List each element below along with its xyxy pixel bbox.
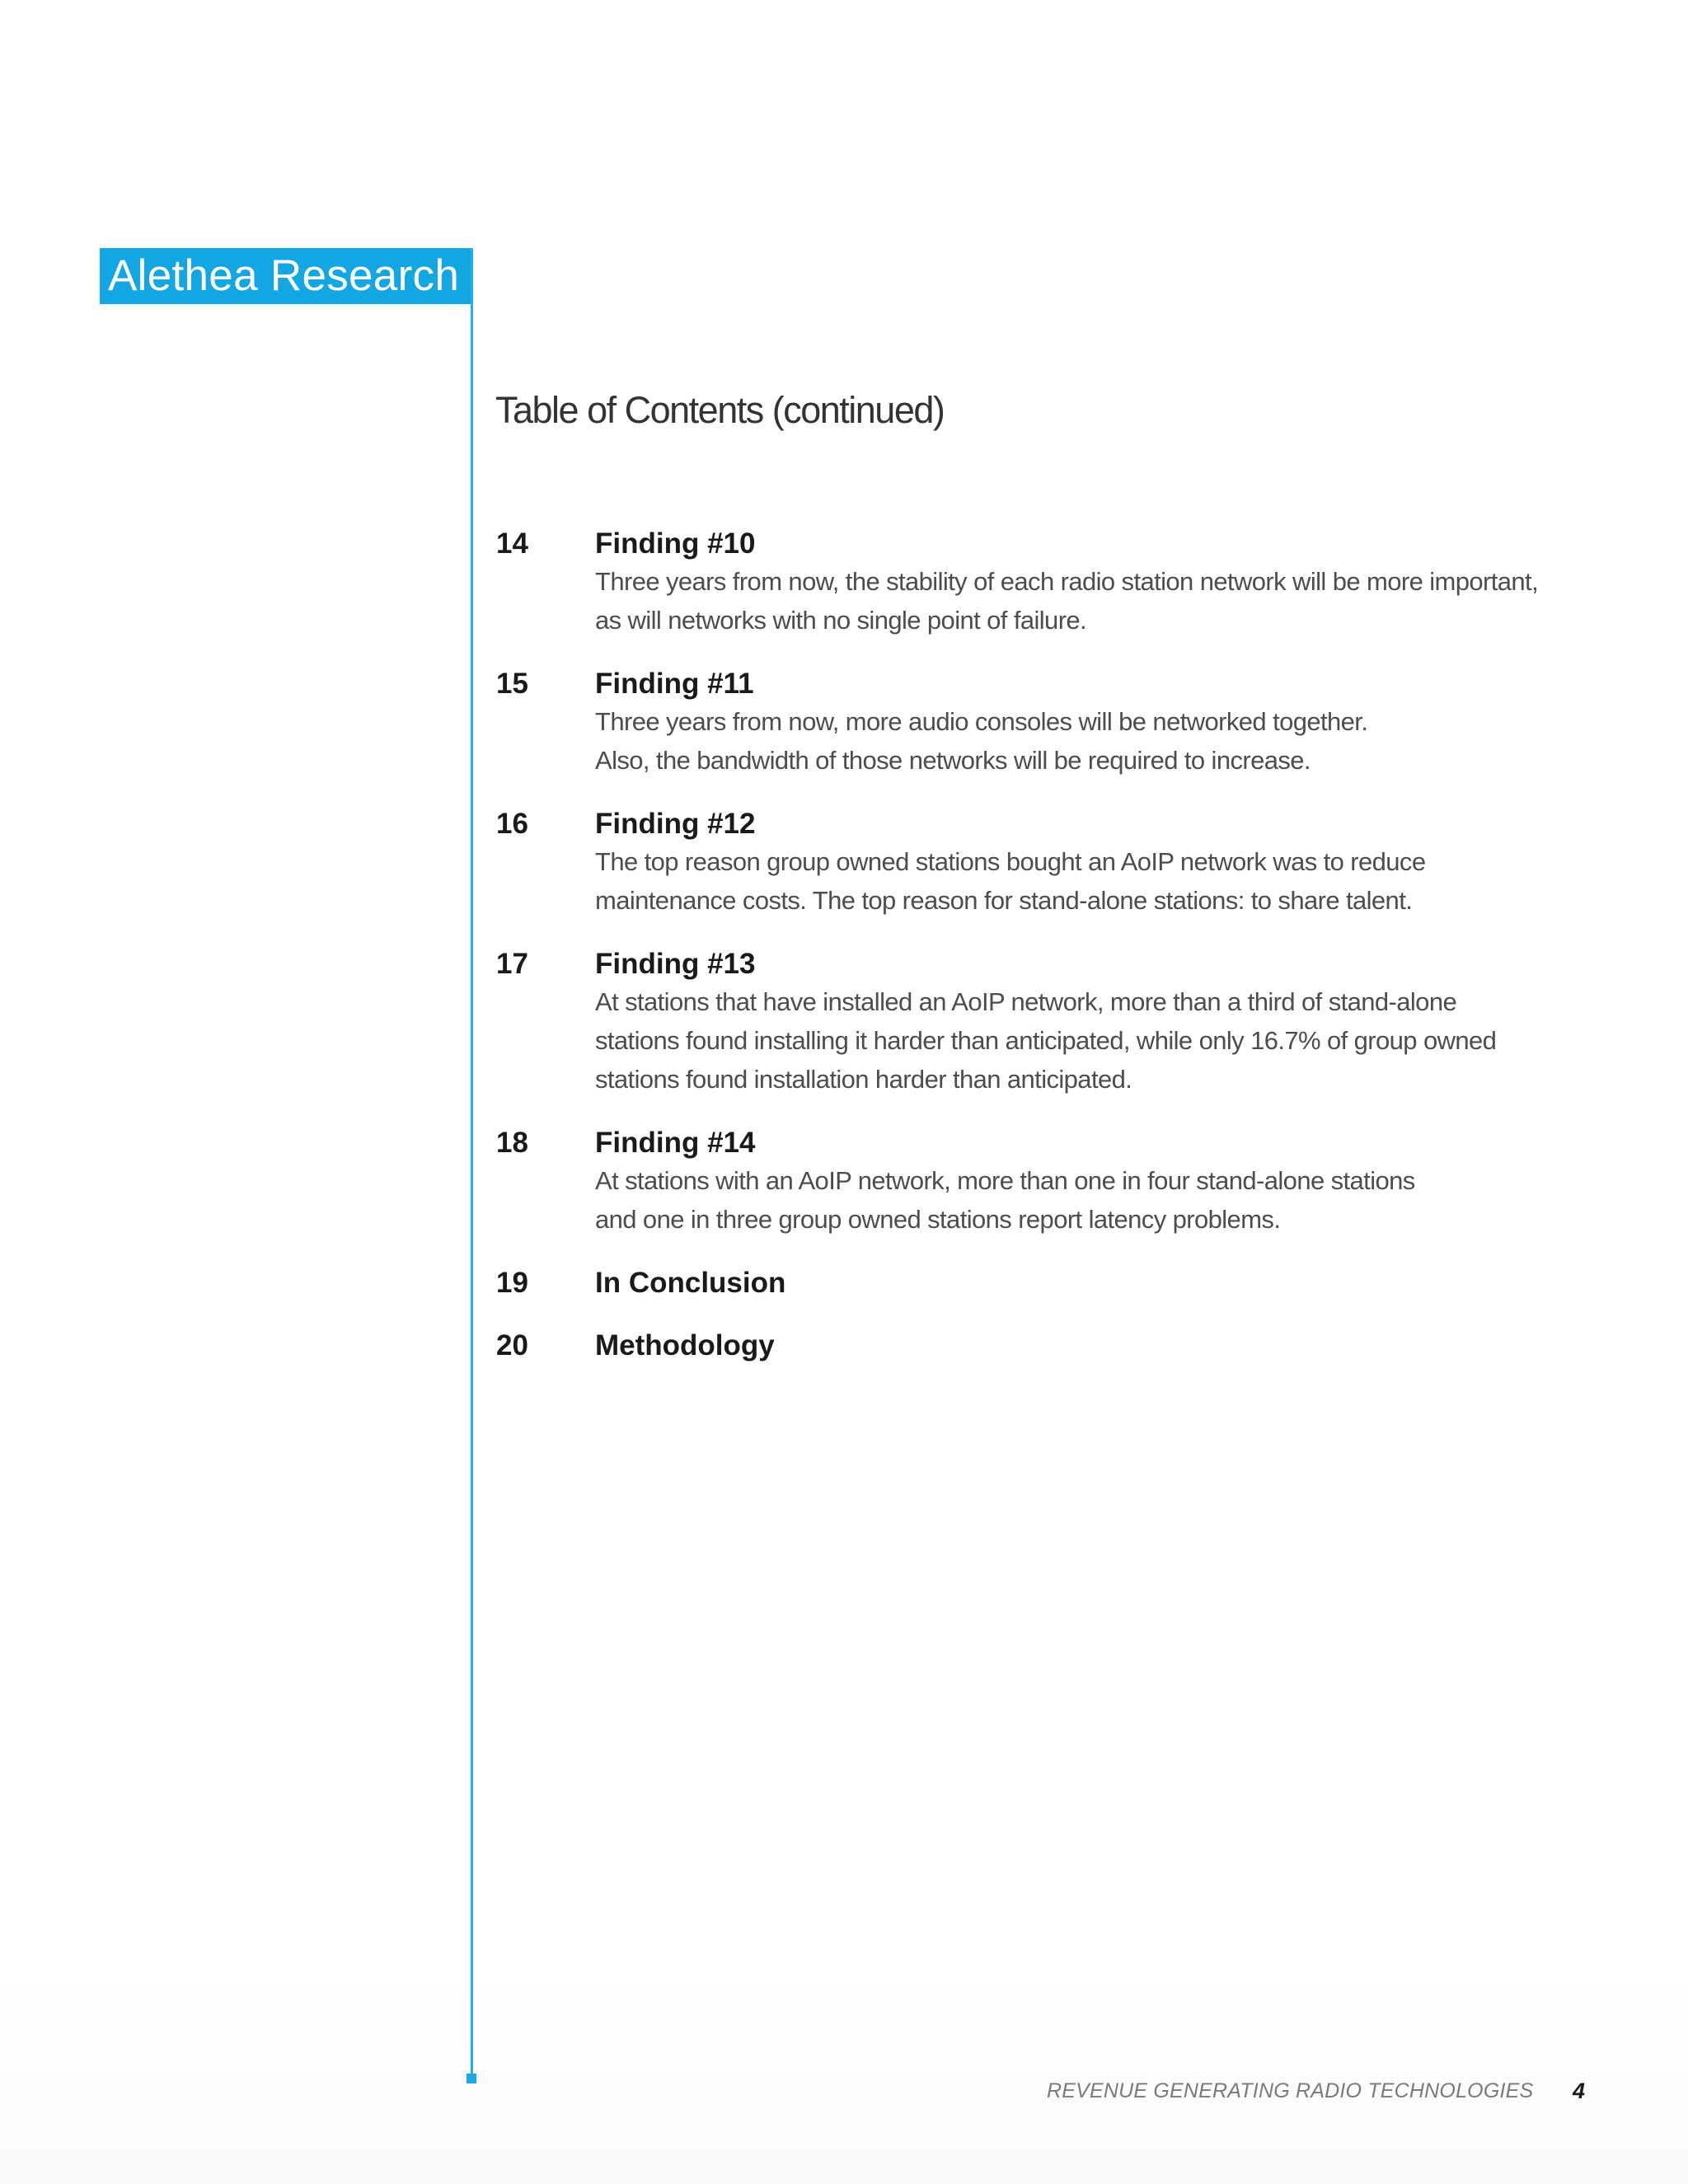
toc-heading: Finding #13 <box>595 948 756 980</box>
brand-banner <box>100 248 472 304</box>
toc-heading: Methodology <box>595 1329 775 1361</box>
toc-entry[interactable] <box>496 1265 1634 1301</box>
toc-entry[interactable] <box>496 806 1634 920</box>
toc-entry[interactable] <box>496 1125 1634 1239</box>
toc-title: Table of Contents (continued) <box>495 389 945 431</box>
toc-description <box>595 702 1634 780</box>
toc-entry[interactable] <box>496 946 1634 1099</box>
toc-description-line: as will networks with no single point of failure. <box>595 606 1087 635</box>
toc-description-line: stations found installation harder than anticipated. <box>595 1065 1132 1094</box>
toc-heading: Finding #14 <box>595 1127 756 1159</box>
footer-title: REVENUE GENERATING RADIO TECHNOLOGIES <box>1047 2079 1534 2102</box>
toc-description-line: maintenance costs. The top reason for stand-alone stations: to share talent. <box>595 886 1413 915</box>
toc-description-line: The top reason group owned stations bought an AoIP network was to reduce <box>595 847 1426 876</box>
toc-page-number: 18 <box>496 1127 528 1159</box>
toc-description <box>595 562 1634 640</box>
toc-heading: Finding #10 <box>595 527 756 560</box>
toc-description-line: At stations with an AoIP network, more than one in four stand-alone stations <box>595 1166 1415 1195</box>
toc-description-line: At stations that have installed an AoIP network, more than a third of stand-alone <box>595 987 1457 1016</box>
toc-description <box>595 842 1634 920</box>
toc-description-line: Three years from now, the stability of each radio station network will be more important, <box>595 567 1539 596</box>
toc-heading: Finding #12 <box>595 808 756 840</box>
toc-description-line: and one in three group owned stations report latency problems. <box>595 1205 1281 1234</box>
toc-entry[interactable] <box>496 666 1634 780</box>
toc-page-number: 19 <box>496 1267 528 1299</box>
toc-page-number: 20 <box>496 1329 528 1361</box>
toc-description <box>595 982 1634 1099</box>
toc-description-line: stations found installing it harder than anticipated, while only 16.7% of group owned <box>595 1026 1497 1055</box>
toc-list <box>496 526 1634 1390</box>
toc-heading: In Conclusion <box>595 1267 786 1299</box>
toc-entry[interactable] <box>496 1328 1634 1364</box>
toc-page-number: 16 <box>496 808 528 840</box>
toc-page-number: 15 <box>496 668 528 700</box>
toc-page-number: 17 <box>496 948 528 980</box>
toc-entry[interactable] <box>496 526 1634 640</box>
toc-description-line: Three years from now, more audio consoles will be networked together. <box>595 707 1368 736</box>
margin-rule-end-marker <box>467 2074 476 2083</box>
toc-description <box>595 1161 1634 1239</box>
toc-heading: Finding #11 <box>595 668 754 700</box>
margin-rule <box>471 248 473 2076</box>
toc-description-line: Also, the bandwidth of those networks will be required to increase. <box>595 746 1311 775</box>
page-number: 4 <box>1573 2079 1586 2103</box>
brand-name: Alethea Research <box>108 251 460 300</box>
toc-page-number: 14 <box>496 527 528 560</box>
